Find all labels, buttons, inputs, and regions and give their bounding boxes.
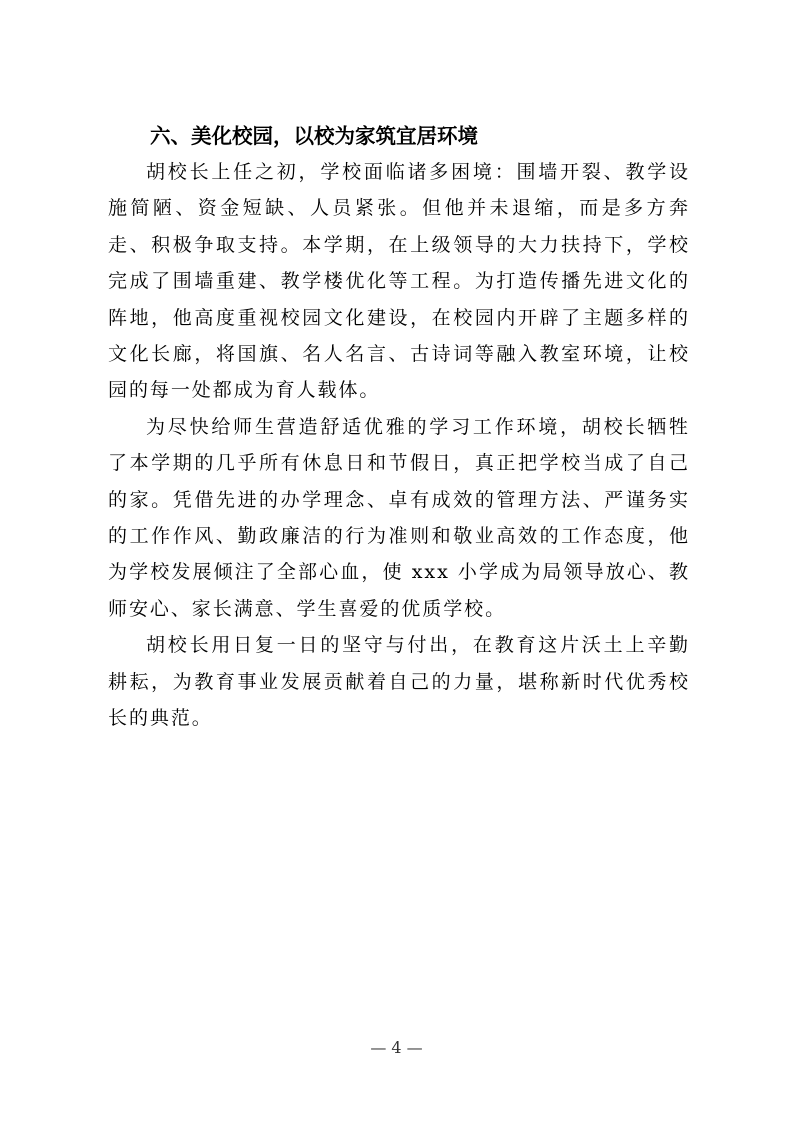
document-body (108, 118, 690, 737)
paragraph-2: 为尽快给师生营造舒适优雅的学习工作环境，胡校长牺牲了本学期的几乎所有休息日和节假日，真正把学校当成了自己的家。凭借先进的办学理念、卓有成效的管理方法、严谨务实的工作作风、勤政廉洁的行为准则和敬业高效的工作态度，他为学校发展倾注了全部心血，使 xxx 小学成为局领导放心、教师安心、家长满意、学生喜爱的优质学校。 (108, 415, 690, 620)
page-number: — 4 — (370, 1038, 423, 1057)
paragraph-1: 胡校长上任之初，学校面临诸多困境：围墙开裂、教学设施简陋、资金短缺、人员紧张。但他并未退缩，而是多方奔走、积极争取支持。本学期，在上级领导的大力扶持下，学校完成了围墙重建、教学楼优化等工程。为打造传播先进文化的阵地，他高度重视校园文化建设，在校园内开辟了主题多样的文化长廊，将国旗、名人名言、古诗词等融入教室环境，让校园的每一处都成为育人载体。 (108, 161, 690, 402)
paragraph-3: 胡校长用日复一日的坚守与付出，在教育这片沃土上辛勤耕耘，为教育事业发展贡献着自己的力量，堪称新时代优秀校长的典范。 (108, 634, 690, 730)
section-heading: 六、美化校园，以校为家筑宜居环境 (150, 124, 478, 148)
